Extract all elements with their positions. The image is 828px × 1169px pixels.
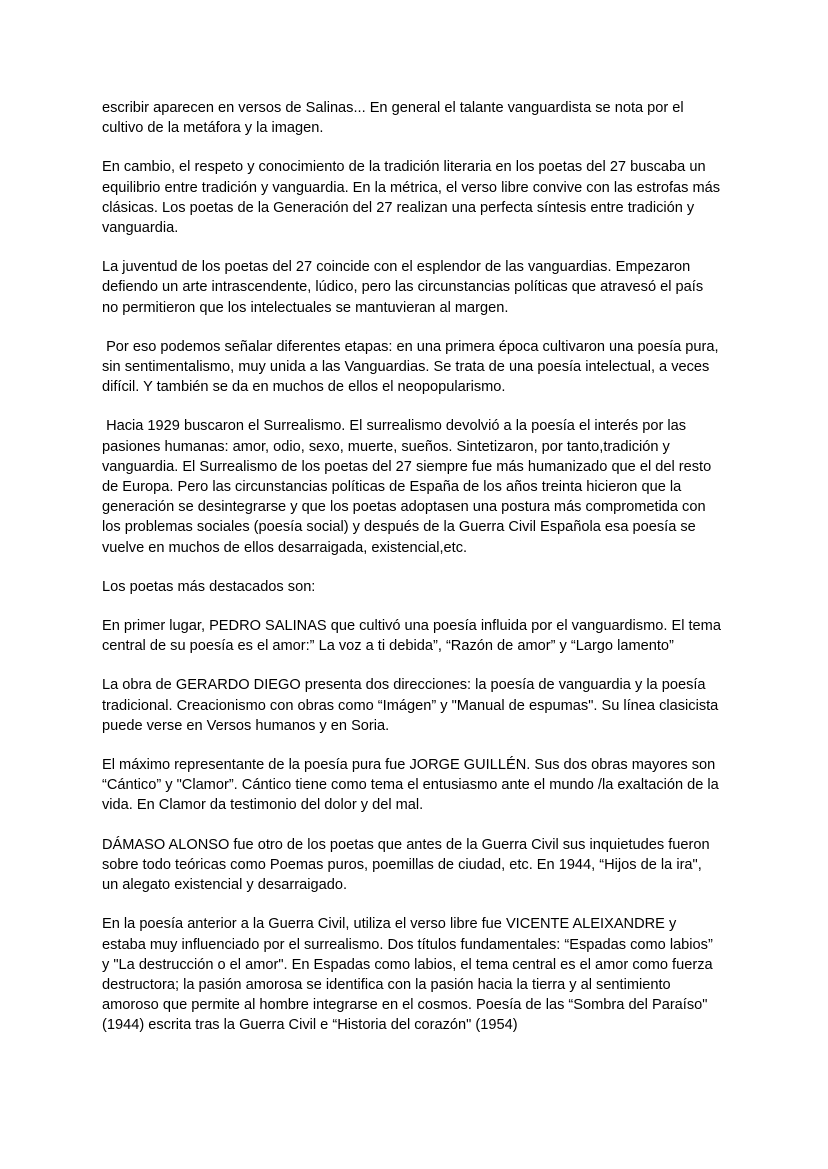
paragraph-poets-intro: Los poetas más destacados son: bbox=[102, 578, 316, 595]
paragraph-pedro-salinas: En primer lugar, PEDRO SALINAS que cultivó una poesía influida por el vanguardismo. El tema central de su poesía es el amor:” La voz a ti debida”, “Razón de amor” y “Largo lamento” bbox=[102, 618, 725, 655]
document-body bbox=[102, 98, 725, 1055]
paragraph-stages: Por eso podemos señalar diferentes etapas: en una primera época cultivaron una poesía pura, sin sentimentalismo, muy unida a las Vanguardias. Se trata de una poesía intelectual, a veces difícil. Y también se da en muchos de ellos el neopopularismo. bbox=[102, 338, 723, 396]
paragraph-vanguard-intro: escribir aparecen en versos de Salinas... En general el talante vanguardista se nota por el cultivo de la metáfora y la imagen. bbox=[102, 100, 688, 137]
paragraph-surrealism: Hacia 1929 buscaron el Surrealismo. El surrealismo devolvió a la poesía el interés por las pasiones humanas: amor, odio, sexo, muerte, sueños. Sintetizaron, por tanto,tradición y vanguardia. El Surrealismo de los poetas del 27 siempre fue más humanizado que el del resto de Europa. Pero las circunstancias políticas de España de los años treinta hicieron que la generación se desintegrarse y que los poetas adoptasen una postura más comprometida con los problemas sociales (poesía social) y después de la Guerra Civil Española esa poesía se vuelve en muchos de ellos desarraigada, existencial,etc. bbox=[102, 418, 716, 556]
paragraph-damaso-alonso: DÁMASO ALONSO fue otro de los poetas que antes de la Guerra Civil sus inquietudes fueron sobre todo teóricas como Poemas puros, poemillas de ciudad, etc. En 1944, “Hijos de la ira", un alegato existencial y desarraigado. bbox=[102, 836, 714, 894]
paragraph-jorge-guillen: El máximo representante de la poesía pura fue JORGE GUILLÉN. Sus dos obras mayores son “Cántico” y "Clamor”. Cántico tiene como tema el entusiasmo ante el mundo /la exaltación de la vida. En Clamor da testimonio del dolor y del mal. bbox=[102, 757, 723, 814]
paragraph-vicente-aleixandre: En la poesía anterior a la Guerra Civil, utiliza el verso libre fue VICENTE ALEIXANDRE y estaba muy influenciado por el surrealismo. Dos títulos fundamentales: “Espadas como labios” y "La destrucción o el amor". En Espadas como labios, el tema central es el amor como fuerza destructora; la pasión amorosa se identifica con la pasión hacia la tierra y al sentimiento amoroso que permite al hombre integrarse en el cosmos. Poesía de las “Sombra del Paraíso" (1944) escrita tras la Guerra Civil e “Historia del corazón" (1954) bbox=[102, 916, 717, 1034]
paragraph-youth: La juventud de los poetas del 27 coincide con el esplendor de las vanguardias. Empezaron defiendo un arte intrascendente, lúdico, pero las circunstancias políticas que atravesó el país no permitieron que los intelectuales se mantuvieran al margen. bbox=[102, 259, 708, 316]
paragraph-gerardo-diego: La obra de GERARDO DIEGO presenta dos direcciones: la poesía de vanguardia y la poesía tradicional. Creacionismo con obras como “Imágen” y "Manual de espumas". Su línea clasicista puede verse en Versos humanos y en Soria. bbox=[102, 677, 723, 734]
paragraph-tradition: En cambio, el respeto y conocimiento de la tradición literaria en los poetas del 27 buscaba un equilibrio entre tradición y vanguardia. En la métrica, el verso libre convive con las estrofas más clásicas. Los poetas de la Generación del 27 realizan una perfecta síntesis entre tradición y vanguardia. bbox=[102, 159, 725, 237]
